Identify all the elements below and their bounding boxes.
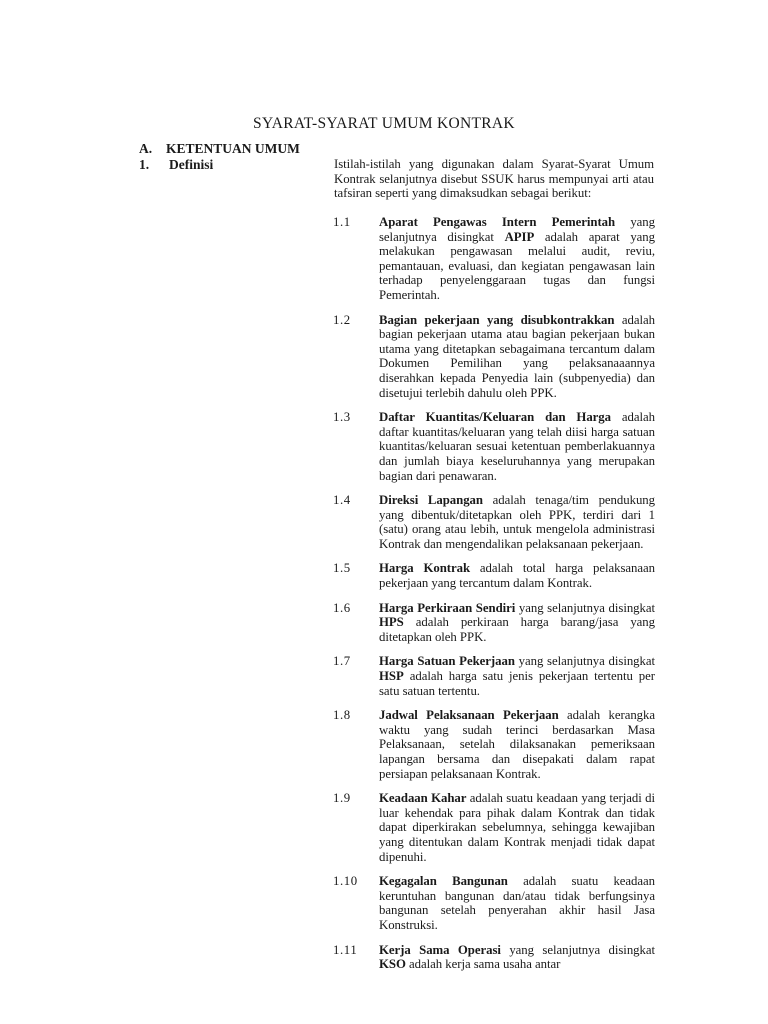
item-term: Harga Kontrak	[379, 561, 471, 576]
item-text	[379, 601, 655, 645]
item-term: Daftar Kuantitas/Keluaran dan Harga	[379, 410, 612, 425]
item-number: 1.11	[333, 942, 358, 957]
item-term: Aparat Pengawas Intern Pemerintah	[379, 215, 616, 229]
subsection-heading	[139, 157, 213, 173]
definition-item	[333, 410, 655, 483]
item-rest: adalah daftar kuantitas/keluaran yang telah diisi harga satuan kuantitas/keluaran sesuai ketentuan pemberlakuannya dan jumlah biaya keseluruhannya yang merupakan bagian dari penawaran.	[379, 410, 655, 483]
item-number: 1.6	[333, 600, 351, 615]
definition-item	[333, 561, 655, 590]
item-abbr: HPS	[379, 615, 404, 630]
item-rest: adalah tenaga/tim pendukung yang dibentuk/ditetapkan oleh PPK, terdiri dari 1 (satu) orang atau lebih, untuk mengelola administrasi Kontrak dan mengendalikan pelaksanaan pekerjaan.	[379, 493, 655, 551]
document-title: SYARAT-SYARAT UMUM KONTRAK	[253, 115, 515, 132]
item-number: 1.2	[333, 312, 351, 327]
item-text	[379, 313, 655, 401]
item-rest: adalah kerja sama usaha antar	[405, 957, 561, 972]
item-text	[379, 215, 655, 303]
item-term: Kerja Sama Operasi	[379, 942, 501, 957]
subsection-number: 1.	[139, 157, 150, 172]
item-rest: adalah perkiraan harga barang/jasa yang ditetapkan oleh PPK.	[379, 615, 655, 644]
item-number: 1.1	[333, 215, 351, 229]
item-text	[379, 943, 655, 972]
item-pre: yang selanjutnya disingkat	[379, 215, 655, 244]
definition-item	[333, 601, 655, 645]
item-term: Harga Perkiraan Sendiri	[379, 600, 516, 615]
item-text	[379, 654, 655, 698]
item-rest: adalah suatu keadaan yang terjadi di luar kehendak para pihak dalam Kontrak dan tidak dapat diperkirakan sebelumnya, sehingga kewajiban yang ditentukan dalam Kontrak menjadi tidak dapat dipenuhi.	[379, 791, 655, 864]
item-text	[379, 493, 655, 551]
item-number: 1.9	[333, 791, 351, 806]
item-pre: yang selanjutnya disingkat	[514, 654, 656, 669]
item-number: 1.8	[333, 708, 351, 723]
item-text	[379, 708, 655, 781]
item-rest: adalah harga satu jenis pekerjaan tertentu per satu satuan tertentu.	[379, 669, 655, 698]
item-number: 1.5	[333, 561, 351, 576]
item-number: 1.4	[333, 493, 351, 508]
item-abbr: APIP	[504, 229, 535, 244]
item-number: 1.7	[333, 654, 351, 669]
definition-item	[333, 493, 655, 551]
item-number: 1.10	[333, 874, 358, 889]
definition-item	[333, 874, 655, 932]
definition-list	[333, 215, 655, 982]
section-heading	[139, 141, 300, 157]
item-pre: yang selanjutnya disingkat	[515, 600, 656, 615]
item-text	[379, 874, 655, 932]
item-rest: adalah kerangka waktu yang sudah terinci berdasarkan Masa Pelaksanaan, setelah dilaksanakan pemeriksaan lapangan bersama dan disepakati dalam rapat persiapan pelaksanaan Kontrak.	[379, 708, 655, 781]
definition-item	[333, 313, 655, 401]
item-rest: adalah bagian pekerjaan utama atau bagian pekerjaan bukan utama yang ditetapkan sebagaimana tercantum dalam Dokumen Pemilihan yang pelaksanaaannya diserahkan kepada Penyedia lain (subpenyedia) dan disetujui terlebih dahulu oleh PPK.	[379, 312, 655, 400]
item-number: 1.3	[333, 410, 351, 425]
item-rest: adalah total harga pelaksanaan pekerjaan yang tercantum dalam Kontrak.	[379, 561, 655, 591]
item-term: Bagian pekerjaan yang disubkontrakkan	[379, 312, 615, 327]
definition-item	[333, 708, 655, 781]
item-term: Direksi Lapangan	[379, 493, 483, 508]
item-term: Jadwal Pelaksanaan Pekerjaan	[379, 708, 559, 723]
item-text	[379, 791, 655, 864]
item-term: Keadaan Kahar	[379, 791, 467, 806]
item-text	[379, 561, 655, 590]
item-abbr: KSO	[379, 957, 406, 972]
item-term: Kegagalan Bangunan	[379, 874, 508, 889]
definition-item	[333, 943, 655, 972]
item-abbr: HSP	[379, 669, 404, 684]
subsection-label: Definisi	[169, 157, 214, 172]
item-rest: adalah suatu keadaan keruntuhan bangunan dan/atau tidak berfungsinya bangunan setelah penyerahan akhir hasil Jasa Konstruksi.	[379, 874, 656, 932]
definition-item	[333, 791, 655, 864]
item-text	[379, 410, 655, 483]
intro-paragraph: Istilah-istilah yang digunakan dalam Syarat-Syarat Umum Kontrak selanjutnya disebut SSUK harus mempunyai arti atau tafsiran seperti yang dimaksudkan sebagai berikut:	[334, 157, 654, 201]
section-label: KETENTUAN UMUM	[166, 141, 300, 156]
item-pre: yang selanjutnya disingkat	[500, 942, 655, 957]
item-term: Harga Satuan Pekerjaan	[379, 654, 515, 669]
definition-item	[333, 215, 655, 303]
definition-item	[333, 654, 655, 698]
section-number: A.	[139, 141, 153, 156]
item-rest: adalah aparat yang melakukan pengawasan melalui audit, reviu, pemantauan, evaluasi, dan kegiatan pengawasan lain terhadap penyelenggaraan tugas dan fungsi Pemerintah.	[379, 229, 656, 302]
